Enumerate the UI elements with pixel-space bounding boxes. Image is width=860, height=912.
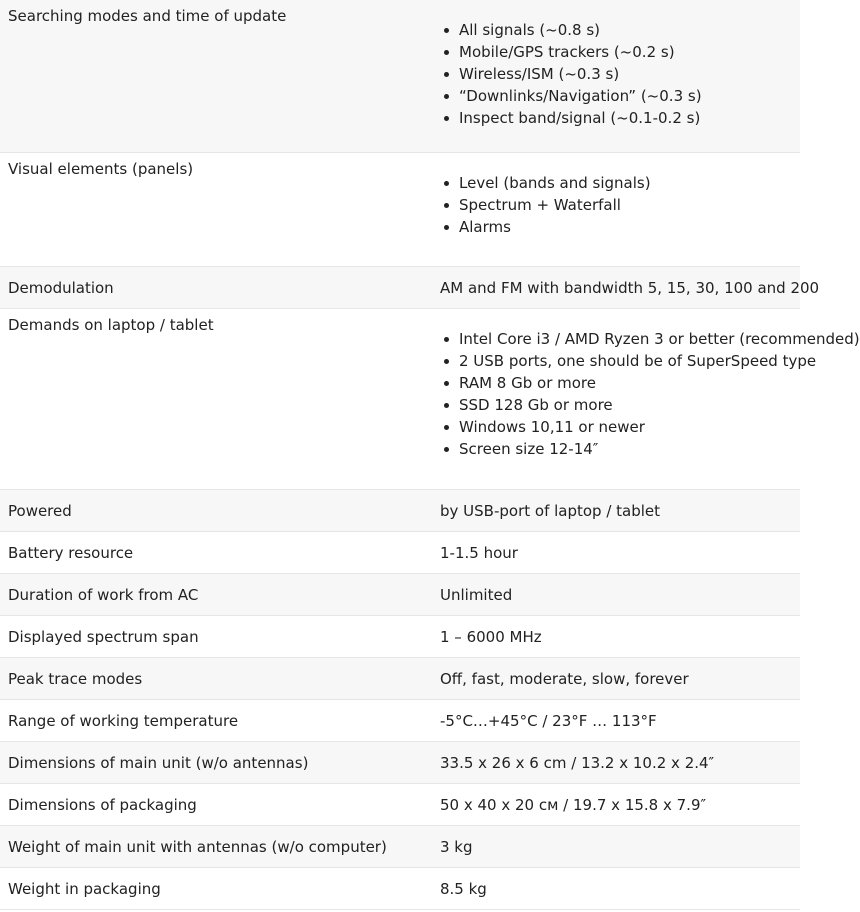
spec-value: by USB-port of laptop / tablet [440,502,661,520]
list-item: “Downlinks/Navigation” (~0.3 s) [440,85,800,107]
spec-row-searching-modes [0,0,800,153]
spec-row-unit-weight [0,826,800,868]
spec-value: AM and FM with bandwidth 5, 15, 30, 100 and 200 [440,279,820,297]
spec-row-laptop-demands [0,309,860,490]
spec-value: Off, fast, moderate, slow, forever [440,670,689,688]
spec-row-powered [0,490,800,532]
spec-value: 1-1.5 hour [440,544,518,562]
spec-row-spectrum-span [0,616,800,658]
spec-label: Peak trace modes [8,670,143,688]
list-item: Wireless/ISM (~0.3 s) [440,63,800,85]
list-item: SSD 128 Gb or more [440,394,860,416]
spec-value [432,309,860,489]
spec-value: 3 kg [440,838,473,856]
spec-row-ac-duration [0,574,800,616]
spec-label: Range of working temperature [8,712,239,730]
spec-row-battery [0,532,800,574]
spec-label: Displayed spectrum span [8,628,199,646]
spec-label: Dimensions of packaging [8,796,197,814]
spec-value: Unlimited [440,586,513,604]
spec-row-demodulation [0,267,820,309]
spec-value: 1 – 6000 MHz [440,628,542,646]
spec-row-packaging-weight [0,868,800,910]
spec-label: Weight in packaging [8,880,161,898]
list-item: Intel Core i3 / AMD Ryzen 3 or better (recommended) [440,328,860,350]
spec-label: Demodulation [8,279,114,297]
spec-value: 8.5 kg [440,880,487,898]
list-item: Inspect band/signal (~0.1-0.2 s) [440,107,800,129]
spec-value: 33.5 x 26 x 6 cm / 13.2 x 10.2 x 2.4″ [440,754,715,772]
spec-value: 50 x 40 x 20 см / 19.7 x 15.8 x 7.9″ [440,796,707,814]
list-item: Screen size 12-14″ [440,438,860,460]
spec-label: Battery resource [8,544,134,562]
spec-label: Demands on laptop / tablet [8,316,214,334]
bullet-list [440,328,860,460]
spec-label: Weight of main unit with antennas (w/o computer) [8,838,387,856]
spec-row-peak-trace [0,658,800,700]
spec-row-visual-elements [0,153,800,267]
spec-row-unit-dimensions [0,742,800,784]
list-item: Alarms [440,216,800,238]
list-item: Windows 10,11 or newer [440,416,860,438]
spec-label: Powered [8,502,72,520]
bullet-list [440,19,800,129]
list-item: All signals (~0.8 s) [440,19,800,41]
spec-label: Dimensions of main unit (w/o antennas) [8,754,309,772]
spec-value [432,153,800,266]
spec-label: Searching modes and time of update [8,7,287,25]
list-item: Level (bands and signals) [440,172,800,194]
list-item: RAM 8 Gb or more [440,372,860,394]
spec-row-temperature [0,700,800,742]
spec-label: Visual elements (panels) [8,160,194,178]
spec-label: Duration of work from AC [8,586,199,604]
list-item: Spectrum + Waterfall [440,194,800,216]
bullet-list [440,172,800,238]
list-item: 2 USB ports, one should be of SuperSpeed type [440,350,860,372]
spec-value [432,0,800,152]
spec-row-packaging-dimensions [0,784,800,826]
list-item: Mobile/GPS trackers (~0.2 s) [440,41,800,63]
spec-value: -5°C…+45°C / 23°F … 113°F [440,712,657,730]
